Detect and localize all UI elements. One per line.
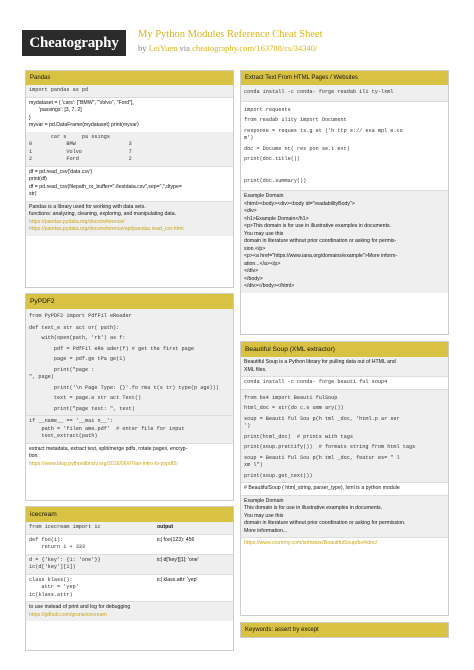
example-line: <p>This domain is for use in illustrative examples in documents.	[244, 223, 392, 229]
pypdf2-desc-row	[26, 443, 233, 471]
page-title: My Python Modules Reference Cheat Sheet	[138, 29, 323, 40]
example-line: More information...	[244, 527, 288, 534]
code-line: import requests	[244, 106, 291, 113]
by-prefix: by	[138, 43, 147, 53]
icecream-row	[26, 534, 233, 554]
code-line: pdf = PdfFil eRe ader(f) # get the first page	[29, 345, 194, 352]
dataset-line-2: 'passings': [3, 7, 2]	[39, 107, 82, 113]
icecream-code: d = {'key': {1: 'one'}} ic(d['key'][1])	[29, 556, 101, 570]
bs-install-row	[241, 376, 448, 389]
code-line: html_doc = str(do c.s umm ary())	[244, 405, 344, 411]
example-line: sion.</p>	[244, 245, 266, 252]
extract-heading: Extract Text From HTML Pages / Websites	[241, 71, 448, 85]
keywords-text: Keywords: assert try except	[241, 623, 448, 637]
pypdf2-heading: PyPDF2	[26, 294, 233, 309]
pandas-read-csv-link[interactable]: https://pandas.pydata.org/docs/reference/api/pandas.read_csv.html	[29, 226, 184, 232]
code-line: print(soup.get_text())	[244, 472, 313, 479]
icecream-desc: to use instead of print and log for debugging	[29, 604, 131, 610]
example-line: You may use this	[244, 512, 284, 519]
pypdf2-section	[25, 293, 234, 501]
output-header: car s pa ssings	[29, 133, 110, 140]
pandas-dataset-row	[26, 97, 233, 132]
keywords-section	[240, 622, 449, 638]
icecream-code: class klass(): attr = 'yep' ic(klass.attr)	[29, 576, 79, 598]
code-line: page = pdf.ge tPa ge(1)	[29, 356, 126, 362]
extract-code-row	[241, 101, 448, 191]
icecream-output: ic| d['key'][1]: 'one'	[157, 556, 199, 563]
code-line: doc = Docume nt( res pon se.t ext)	[244, 145, 350, 152]
code-line: xm l")	[244, 462, 263, 468]
pandas-desc-row	[26, 201, 233, 236]
code-line: soup = Beauti ful Sou p(h tml _doc, featur es= " l	[244, 454, 400, 461]
page-header	[0, 0, 474, 66]
pandas-desc-2: functions: analyzing, cleaning, exploring, and manipulating data.	[29, 211, 177, 217]
byline	[138, 43, 317, 53]
bs-desc-1: Beautiful Soup is a Python library for pulling data out of HTML and	[244, 359, 396, 365]
pandas-heading: Pandas	[26, 71, 233, 85]
code-line: m')	[244, 135, 254, 141]
example-line: </div>	[244, 268, 259, 274]
bs-link-row	[241, 537, 448, 550]
example-line: ation...</a></p>	[244, 260, 281, 267]
icecream-output: ic| klass.attr: 'yep'	[157, 576, 198, 583]
pandas-import: import pandas as pd	[29, 87, 89, 93]
pypdf2-code-row	[26, 309, 233, 415]
icecream-row	[26, 522, 233, 534]
code-line: soup = Beauti ful Sou p(h tml _doc, 'html.p ar ser	[244, 415, 400, 422]
code-line: response = reques ts.g et ('h ttp s:// exa mpl e.co	[244, 127, 403, 134]
code-line: from bs4 import Beauti fulSoup	[244, 394, 338, 401]
pandas-output-row	[26, 132, 233, 166]
via-text: via	[179, 43, 190, 53]
output-row: 0 BMW 3	[29, 141, 132, 147]
csv-line: df = pd.read_csv(filepath_or_buffer="./testdata.csv",sep=",",dtype=	[29, 183, 182, 190]
code-line: from readab ility import Document	[244, 117, 347, 123]
code-line: with(open(path, 'rb') as f:	[29, 335, 126, 341]
pandas-desc-1: Pandas is a library used for working with data sets.	[29, 203, 146, 210]
bs-docs-link[interactable]: https://www.crummy.com/software/BeautifulSoup/bs4/doc/	[244, 540, 378, 546]
icecream-link[interactable]: https://github.com/gruns/icecream	[29, 611, 107, 618]
bs-desc-2: XML files.	[244, 366, 267, 373]
example-line: </body>	[244, 275, 263, 282]
dataset-line-1: mydataset = { 'cars': ["BMW", "Volvo", "Ford"],	[29, 99, 134, 106]
example-line: <div>	[244, 208, 257, 214]
example-label: Example Domain	[244, 193, 284, 199]
code-line: print(doc.summary())	[244, 177, 307, 184]
pypdf2-link[interactable]: https://www.blog.pythonlibrary.org/2018/06/07/an-intro-to-pypdf2/	[29, 460, 178, 467]
icecream-heading: icecream	[26, 507, 233, 522]
main-line: text_extract(path)	[29, 433, 98, 439]
extract-install: conda install -c conda- forge readab ili ty-lxml	[244, 89, 394, 95]
bs-desc-row	[241, 357, 448, 376]
main-line: path = 'filen ame.pdf' # enter file for input	[29, 425, 185, 432]
example-line: <html><body><div><body id="readabilityBody">	[244, 200, 355, 207]
pypdf2-main-row	[26, 415, 233, 443]
code-line: print("page : ", page)	[29, 366, 95, 380]
code-line: print(soup.prettify()) # formats string from html tags	[244, 444, 416, 450]
icecream-code: def foo(i): return i + 333	[29, 536, 86, 550]
beautifulsoup-section	[240, 341, 449, 616]
example-line: domain in literature without prior coordination or asking for permission.	[244, 520, 406, 526]
extract-example-row	[241, 190, 448, 293]
extract-install-row	[241, 85, 448, 101]
bs-note-row	[241, 482, 448, 495]
example-line: Example Domain	[244, 497, 284, 504]
author-link[interactable]: LeiYuen	[148, 43, 178, 53]
code-line: def text_e str act or( path):	[29, 324, 120, 331]
csv-line: str)	[29, 191, 37, 197]
output-row: 2 Ford 2	[29, 156, 132, 162]
beautifulsoup-heading: Beautiful Soup (XML extractor)	[241, 342, 448, 357]
icecream-desc-row	[26, 601, 233, 621]
cheatography-logo[interactable]: Cheatography	[22, 30, 126, 56]
bs-example-row	[241, 495, 448, 538]
code-line: print("page text: ", text)	[29, 405, 135, 412]
code-line: print(doc.title())	[244, 156, 301, 162]
icecream-output: ic| foo(123): 456	[157, 536, 195, 543]
code-line: print(html_doc) # prints with tags	[244, 433, 353, 440]
code-line: from PyPDF2 import PdfFil eReader	[29, 313, 132, 319]
csv-line: df = pd.read_csv('data.csv')	[29, 168, 93, 175]
main-line: if __name__ == '__mai n__':	[29, 418, 114, 424]
extract-section	[240, 70, 449, 335]
pypdf2-desc-2: tion:	[29, 453, 39, 459]
icecream-section	[25, 506, 234, 651]
example-line: You may use this	[244, 230, 284, 237]
pandas-reference-link[interactable]: https://pandas.pydata.org/docs/reference/	[29, 218, 125, 225]
icecream-row	[26, 554, 233, 574]
pypdf2-desc-1: extract metadata, extract text, split/merge pdfs, rotate pages, encryp-	[29, 445, 188, 452]
pandas-section	[25, 70, 234, 288]
bs-note: # BeautifulSoup ( html_string, parser_type), lxml is a python module	[244, 485, 400, 491]
code-line: ')	[244, 423, 251, 429]
dataset-line-4: myvar = pd.DataFrame(mydataset) print(myvar)	[29, 122, 139, 128]
icecream-row	[26, 574, 233, 602]
example-line: <p><a href="https://www.iana.org/domains/example">More inform-	[244, 253, 398, 259]
icecream-code: from icecream import ic	[29, 524, 101, 530]
pandas-csv-row	[26, 166, 233, 201]
code-line: print('\n Page Type: {}'.fo rma t(s tr) type(p age)))	[29, 384, 219, 391]
bs-install: conda install -c conda- forge beauti ful soup4	[244, 379, 388, 385]
dataset-line-3: }	[29, 114, 31, 121]
example-line: </div></body></html>	[244, 283, 295, 289]
code-line: text = page.e xtr act Text()	[29, 395, 142, 401]
bs-code-row	[241, 389, 448, 483]
example-line: This domain is for use in illustrative examples in documents.	[244, 505, 383, 511]
example-line: <h1>Example Domain</h1>	[244, 215, 309, 222]
output-row: 1 Volvo 7	[29, 148, 132, 155]
icecream-output-header: output	[157, 524, 174, 530]
pandas-import-row	[26, 85, 233, 97]
csv-line: print(df)	[29, 176, 47, 182]
sheet-url-link[interactable]: cheatography.com/163788/cs/34340/	[192, 43, 318, 53]
example-line: domain in literature without prior coordination or asking for permis-	[244, 238, 397, 244]
